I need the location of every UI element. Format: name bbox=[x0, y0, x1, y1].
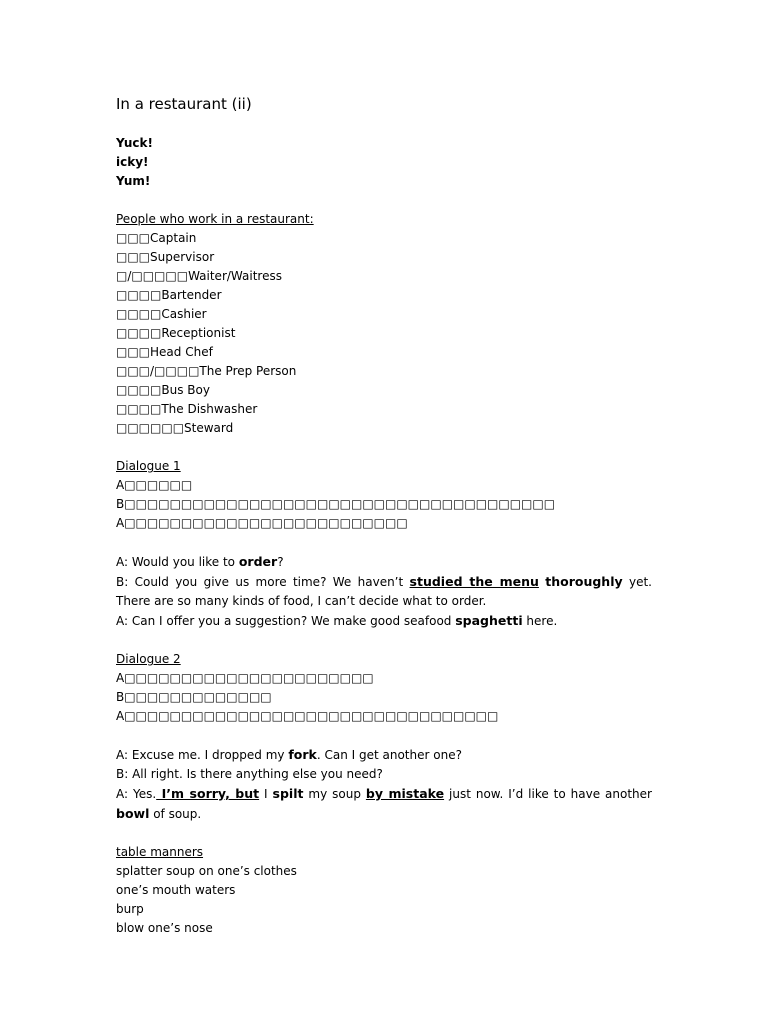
keyword-spaghetti: spaghetti bbox=[455, 613, 523, 628]
dialogue-2-chinese-line: A□□□□□□□□□□□□□□□□□□□□□□□□□□□□□□□□□ bbox=[116, 709, 499, 723]
keyword-by-mistake: by mistake bbox=[365, 786, 445, 801]
dialogue-2-chinese-line: B□□□□□□□□□□□□□ bbox=[116, 690, 272, 704]
page-title: In a restaurant (ii) bbox=[116, 95, 252, 113]
staff-item: □□□□Cashier bbox=[116, 307, 207, 321]
staff-item: □□□□□□Steward bbox=[116, 421, 234, 435]
dialogue-1-chinese-line: B□□□□□□□□□□□□□□□□□□□□□□□□□□□□□□□□□□□□□□ bbox=[116, 497, 556, 511]
keyword-studied-the-menu: studied the menu bbox=[409, 574, 539, 589]
staff-item: □□□/□□□□The Prep Person bbox=[116, 364, 297, 378]
keyword-im-sorry-but: I’m sorry, but bbox=[156, 786, 260, 801]
exclamation-yum: Yum! bbox=[116, 174, 151, 188]
dialogue-1-line-a1: A: Would you like to order? bbox=[116, 554, 284, 569]
staff-item: □□□Head Chef bbox=[116, 345, 213, 359]
keyword-bowl: bowl bbox=[116, 806, 150, 821]
table-manners-item: burp bbox=[116, 902, 144, 916]
staff-heading: People who work in a restaurant: bbox=[116, 212, 314, 226]
keyword-spilt: spilt bbox=[272, 786, 304, 801]
dialogue-1-heading: Dialogue 1 bbox=[116, 459, 181, 473]
exclamation-yuck: Yuck! bbox=[116, 136, 153, 150]
staff-item: □□□Captain bbox=[116, 231, 197, 245]
dialogue-1-line-b1: B: Could you give us more time? We haven’t studied the menu thoroughly yet. There are so many kinds of food, I can’t decide what to order. bbox=[116, 574, 652, 608]
dialogue-2-chinese-line: A□□□□□□□□□□□□□□□□□□□□□□ bbox=[116, 671, 374, 685]
dialogue-1-chinese-line: A□□□□□□ bbox=[116, 478, 193, 492]
dialogue-1 bbox=[116, 457, 652, 631]
table-manners-item: splatter soup on one’s clothes bbox=[116, 864, 297, 878]
table-manners-section bbox=[116, 843, 652, 938]
dialogue-2 bbox=[116, 650, 652, 824]
staff-item: □□□Supervisor bbox=[116, 250, 215, 264]
staff-item: □□□□The Dishwasher bbox=[116, 402, 258, 416]
dialogue-2-line-a2: A: Yes. I’m sorry, but I spilt my soup by mistake just now. I’d like to have another bowl of soup. bbox=[116, 786, 652, 821]
dialogue-1-line-a2: A: Can I offer you a suggestion? We make good seafood spaghetti here. bbox=[116, 613, 558, 628]
keyword-order: order bbox=[238, 554, 278, 569]
dialogue-1-chinese-line: A□□□□□□□□□□□□□□□□□□□□□□□□□ bbox=[116, 516, 408, 530]
staff-section bbox=[116, 210, 652, 438]
exclamation-icky: icky! bbox=[116, 155, 149, 169]
keyword-fork: fork bbox=[288, 747, 317, 762]
dialogue-2-line-a1: A: Excuse me. I dropped my fork. Can I get another one? bbox=[116, 747, 462, 762]
table-manners-heading: table manners bbox=[116, 845, 204, 859]
dialogue-2-heading: Dialogue 2 bbox=[116, 652, 181, 666]
staff-item: □□□□Receptionist bbox=[116, 326, 236, 340]
keyword-thoroughly: thoroughly bbox=[545, 574, 623, 589]
table-manners-item: blow one’s nose bbox=[116, 921, 213, 935]
table-manners-item: one’s mouth waters bbox=[116, 883, 236, 897]
dialogue-2-line-b1: B: All right. Is there anything else you need? bbox=[116, 767, 383, 781]
document-page bbox=[116, 94, 652, 938]
staff-item: □/□□□□□Waiter/Waitress bbox=[116, 269, 282, 283]
staff-item: □□□□Bartender bbox=[116, 288, 222, 302]
staff-item: □□□□Bus Boy bbox=[116, 383, 210, 397]
exclamation-list bbox=[116, 134, 652, 191]
